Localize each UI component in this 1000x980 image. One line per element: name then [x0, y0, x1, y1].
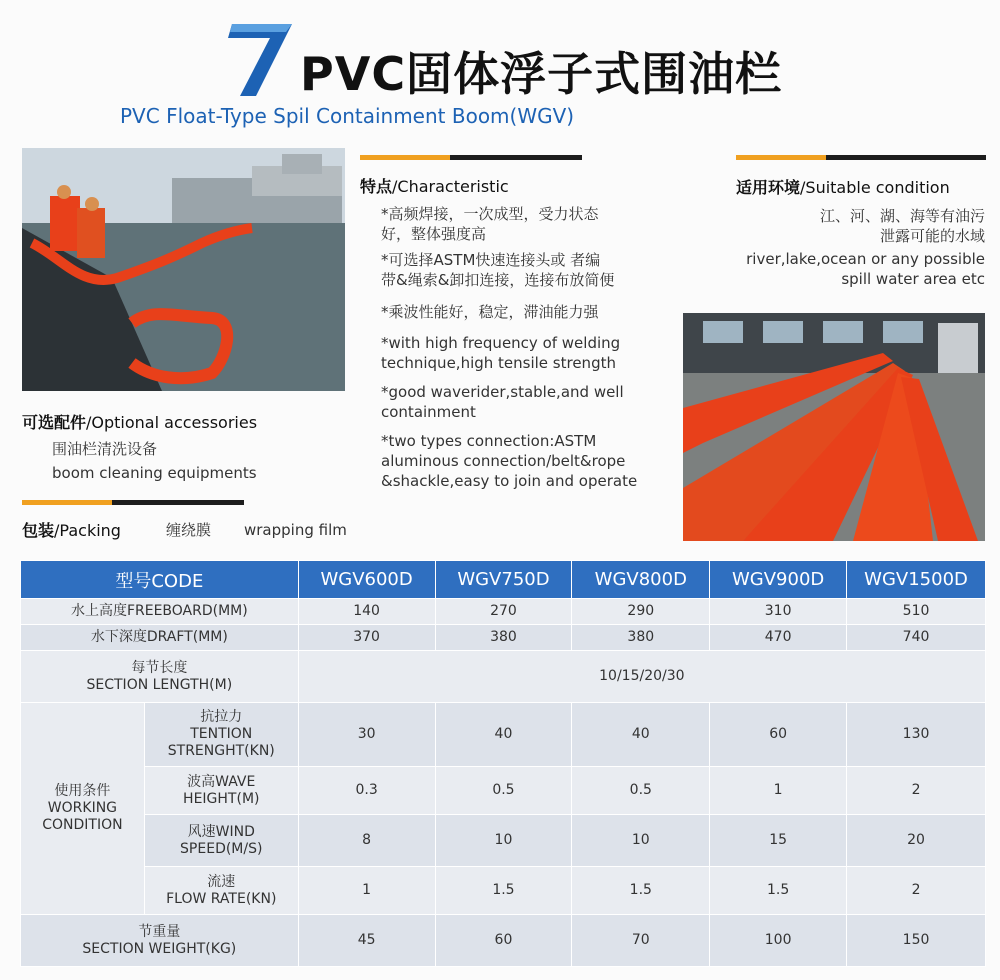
table-row [21, 651, 986, 703]
suitable-rule [736, 155, 986, 160]
row-label: 波高WAVE HEIGHT(M) [144, 767, 298, 815]
table-cell: 380 [572, 625, 710, 651]
characteristic-line: *with high frequency of welding [381, 334, 621, 352]
row-label: 风速WIND SPEED(M/S) [144, 815, 298, 867]
row-label: 流速 FLOW RATE(KN) [144, 867, 298, 915]
boom-on-water-photo [22, 148, 345, 391]
packing-rule [22, 500, 244, 505]
table-cell: 0.5 [435, 767, 572, 815]
page-title-en: PVC Float-Type Spil Containment Boom(WGV) [120, 104, 575, 128]
packing-heading: 包装/Packing [22, 521, 121, 540]
characteristic-line: 好，整体强度高 [381, 225, 487, 243]
characteristic-line: *乘波性能好，稳定，滞油能力强 [381, 303, 599, 321]
table-cell: 45 [298, 915, 435, 967]
row-label: 水下深度DRAFT(MM) [21, 625, 299, 651]
table-cell: 2 [847, 867, 986, 915]
table-cell: 0.3 [298, 767, 435, 815]
characteristic-line: *高频焊接，一次成型，受力状态 [381, 205, 599, 223]
model-header: WGV800D [572, 561, 710, 599]
table-cell: 8 [298, 815, 435, 867]
table-row [21, 767, 986, 815]
packing-value-zh: 缠绕膜 [166, 521, 212, 539]
characteristic-line: *good waverider,stable,and well [381, 383, 624, 401]
table-cell: 1 [298, 867, 435, 915]
factory-booms-photo [683, 313, 985, 541]
table-cell: 1.5 [572, 867, 710, 915]
characteristic-heading: 特点/Characteristic [360, 177, 509, 196]
table-row [21, 867, 986, 915]
working-condition-label: 使用条件 WORKING CONDITION [21, 703, 145, 915]
packing-value-en: wrapping film [244, 521, 347, 539]
characteristic-rule [360, 155, 582, 160]
model-header: WGV600D [298, 561, 435, 599]
model-header: WGV1500D [847, 561, 986, 599]
table-cell: 740 [847, 625, 986, 651]
characteristic-line: *可选择ASTM快速连接头或 者编 [381, 251, 601, 269]
table-cell: 40 [435, 703, 572, 767]
suitable-line: 江、河、湖、海等有油污 [819, 207, 985, 225]
row-label [21, 651, 299, 703]
table-cell: 15 [710, 815, 847, 867]
table-cell: 1.5 [435, 867, 572, 915]
table-cell: 470 [710, 625, 847, 651]
table-cell: 1 [710, 767, 847, 815]
table-cell: 60 [710, 703, 847, 767]
table-row [21, 703, 986, 767]
table-cell: 2 [847, 767, 986, 815]
row-label: 水上高度FREEBOARD(MM) [21, 599, 299, 625]
table-row [21, 815, 986, 867]
table-cell: 270 [435, 599, 572, 625]
table-cell: 10 [572, 815, 710, 867]
table-cell: 10 [435, 815, 572, 867]
accessories-heading: 可选配件/Optional accessories [22, 413, 258, 432]
section-length-label-en: SECTION LENGTH(M) [86, 676, 233, 693]
brand-seven-logo [226, 20, 296, 100]
table-cell: 140 [298, 599, 435, 625]
suitable-line: river,lake,ocean or any possible [746, 250, 985, 268]
suitable-heading: 适用环境/Suitable condition [736, 178, 950, 197]
table-cell: 510 [847, 599, 986, 625]
suitable-line: 泄露可能的水域 [879, 227, 985, 245]
table-cell: 40 [572, 703, 710, 767]
characteristic-line: technique,high tensile strength [381, 354, 616, 372]
characteristic-line: *two types connection:ASTM [381, 432, 597, 450]
accessories-line-en: boom cleaning equipments [52, 464, 257, 482]
table-cell: 30 [298, 703, 435, 767]
table-cell: 150 [847, 915, 986, 967]
row-label: 节重量 SECTION WEIGHT(KG) [21, 915, 299, 967]
table-row [21, 625, 986, 651]
table-cell: 370 [298, 625, 435, 651]
page-title-zh: PVC固体浮子式围油栏 [300, 47, 783, 101]
model-header: WGV900D [710, 561, 847, 599]
table-cell: 310 [710, 599, 847, 625]
table-cell: 100 [710, 915, 847, 967]
table-cell: 1.5 [710, 867, 847, 915]
characteristic-line: 带&绳索&卸扣连接，连接布放简便 [381, 271, 615, 289]
accessories-line-zh: 围油栏清洗设备 [52, 440, 158, 458]
code-header: 型号CODE [21, 561, 299, 599]
table-cell: 290 [572, 599, 710, 625]
row-label: 抗拉力 TENTION STRENGHT(KN) [144, 703, 298, 767]
spec-table [20, 560, 986, 967]
suitable-line: spill water area etc [841, 270, 985, 288]
table-cell: 380 [435, 625, 572, 651]
table-row [21, 599, 986, 625]
section-length-value: 10/15/20/30 [298, 651, 985, 703]
model-header: WGV750D [435, 561, 572, 599]
table-cell: 130 [847, 703, 986, 767]
characteristic-line: &shackle,easy to join and operate [381, 472, 638, 490]
characteristic-line: containment [381, 403, 476, 421]
characteristic-line: aluminous connection/belt&rope [381, 452, 626, 470]
table-cell: 60 [435, 915, 572, 967]
section-length-label-zh: 每节长度 [131, 659, 188, 676]
table-cell: 20 [847, 815, 986, 867]
table-cell: 0.5 [572, 767, 710, 815]
table-row [21, 915, 986, 967]
table-cell: 70 [572, 915, 710, 967]
